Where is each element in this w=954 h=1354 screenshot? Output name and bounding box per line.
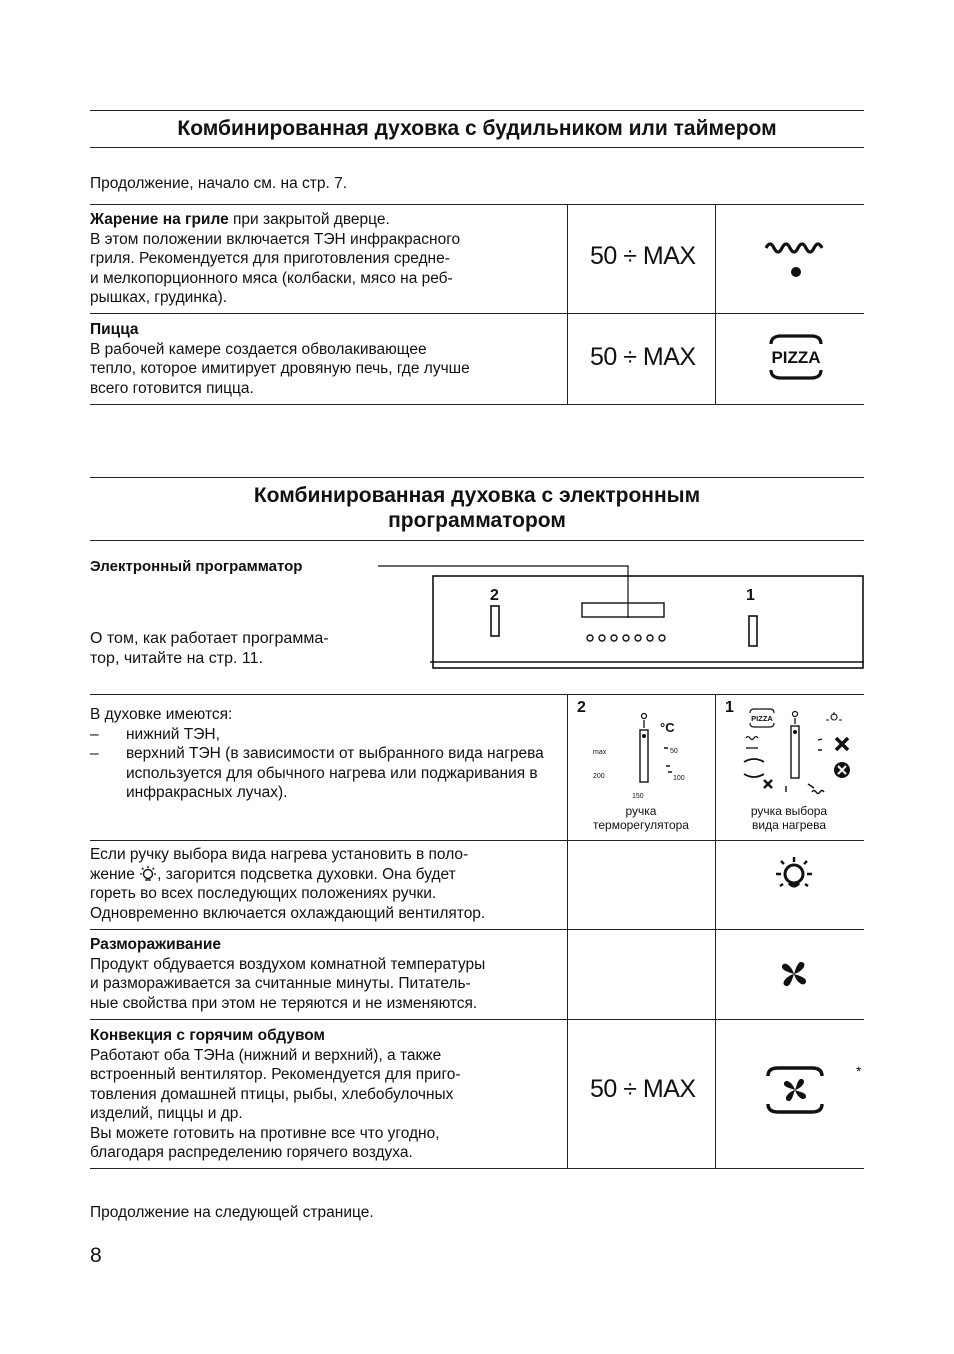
defrost-description: Размораживание Продукт обдувается воздухом комнатной температуры и размораживается за считанные минуты. Питатель- ные свойства при этом не теряются и не изменяются. [90,936,486,1012]
rule [90,540,864,541]
table-rule [90,929,864,930]
table-rule [90,1019,864,1020]
programmer-label: Электронный программатор [90,558,303,575]
grill-icon [764,238,828,280]
table-rule [90,1168,864,1169]
lamp-icon [774,856,814,896]
svg-text:PIZZA: PIZZA [771,348,821,367]
heating-mode-caption: ручка выбора вида нагрева [750,804,828,832]
column-divider [567,204,568,404]
rule [90,147,864,148]
pizza-icon [763,332,829,384]
thermostat-caption: ручка терморегулятора [593,804,689,832]
programmer-text: О том, как работает программа- тор, читайте на стр. 11. [90,630,329,667]
pizza-heading: Пицца [90,321,139,338]
grill-heading: Жарение на гриле [90,211,229,228]
svg-text:°C: °C [660,720,675,735]
thermostat-knob-diagram [588,712,696,802]
table-rule [90,694,864,695]
svg-text:50: 50 [670,748,678,755]
svg-text:100: 100 [673,775,685,782]
convection-heading: Конвекция с горячим обдувом [90,1027,326,1044]
svg-text:150: 150 [632,793,644,800]
continued-next: Продолжение на следующей странице. [90,1204,374,1221]
section1-title: Комбинированная духовка с будильником или таймером [177,117,777,140]
lamp-icon [139,866,157,882]
svg-text:max: max [593,749,607,756]
light-description: Если ручку выбора вида нагрева установить в поло- жение , загорится подсветка духовки. Она будет гореть во всех последующих положениях ручки. Одновременно включается охлаждающий вентилятор. [90,846,486,922]
temperature-range: 50 ÷ MAX [590,343,696,371]
temperature-range: 50 ÷ MAX [590,242,696,270]
column-divider [567,694,568,1168]
svg-text:PIZZA: PIZZA [751,714,773,723]
svg-text:2: 2 [490,587,499,604]
pizza-description: Пицца В рабочей камере создается обволакивающее тепло, которое имитирует дровяную печь, где лучше всего готовится пицца. [90,321,470,397]
knob2-number: 2 [577,699,586,716]
convection-fan-icon [764,1064,826,1116]
footnote-asterisk: * [856,1063,862,1079]
section2-title: Комбинированная духовка с электронным программатором [253,484,701,532]
heating-mode-knob-diagram [738,706,858,802]
defrost-heading: Размораживание [90,936,222,953]
temperature-range: 50 ÷ MAX [590,1075,696,1103]
table-rule [90,204,864,205]
column-divider [715,694,716,1168]
rule-top [90,110,864,111]
grill-description: Жарение на гриле при закрытой дверце. В этом положении включается ТЭН инфракрасного гриля. Рекомендуется для приготовления средне- и мелкопорционного мяса (колбаски, мясо на реб- рышках, грудинка). [90,211,461,306]
table-rule [90,840,864,841]
table-rule [90,404,864,405]
convection-description: Конвекция с горячим обдувом Работают оба ТЭНа (нижний и верхний), а также встроенный вентилятор. Рекомендуется для приго- товления домашней птицы, рыбы, хлебобулочных изделий, пиццы и др. Вы можете готовить на противне все что угодно, благодаря распределению горячего воздуха. [90,1027,461,1161]
intro-text: В духовке имеются: – нижний ТЭН, – верхний ТЭН (в зависимости от выбранного вида нагрева используется для обычного нагрева или поджаривания в инфракрасных лучах). [90,705,560,803]
fan-icon [778,958,810,990]
svg-text:200: 200 [593,773,605,780]
page-number: 8 [90,1244,102,1267]
knob1-number: 1 [725,699,734,716]
continued-note: Продолжение, начало см. на стр. 7. [90,175,348,192]
control-panel-diagram [378,560,864,672]
table-rule [90,313,864,314]
column-divider [715,204,716,404]
svg-text:1: 1 [746,587,755,604]
rule [90,477,864,478]
